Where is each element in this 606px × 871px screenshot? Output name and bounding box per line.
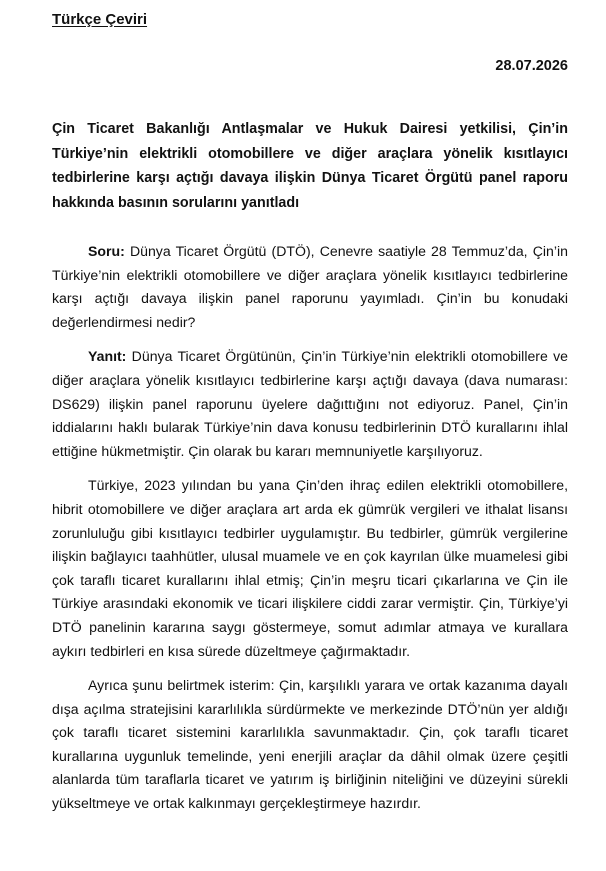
paragraph-china-position: Ayrıca şunu belirtmek isterim: Çin, karşılıklı yarara ve ortak kazanıma dayalı dışa açılma stratejisini kararlılıkla sürdürmekte ve merkezinde DTÖ’nün yer aldığı çok taraflı ticaret sistemini kararlılıkla savunmaktadır. Çin, çok taraflı ticaret kurallarına uygunluk temelinde, yeni enerjili araçlar da dâhil olmak üzere çeşitli alanlarda tüm taraflarla ticaret ve yatırım iş birliğinin niteliğini ve düzeyini sürekli yükseltmeye ve ortak kalkınmayı gerçekleştirmeye hazırdır. (52, 677, 568, 812)
document-body (52, 240, 568, 827)
translation-header: Türkçe Çeviri (52, 11, 148, 28)
question-paragraph (52, 240, 568, 334)
document-date: 28.07.2026 (495, 58, 568, 74)
paragraph-turkey-measures: Türkiye, 2023 yılından bu yana Çin’den ihraç edilen elektrikli otomobillere, hibrit otomobillere ve diğer araçlara art arda ek gümrük vergileri ve ithalat lisansı zorunluluğu gibi kısıtlayıcı tedbirler uygulamıştır. Bu tedbirler, gümrük vergilerine ilişkin bağlayıcı taahhütler, ulusal muamele ve en çok kayrılan ülke muamelesi gibi çok taraflı ticaret kurallarını ihlal etmiş; Çin’in meşru ticari çıkarlarına ve Çin ile Türkiye arasındaki ekonomik ve ticari ilişkilere ciddi zarar vermiştir. Çin, Türkiye’yi DTÖ panelinin kararına saygı göstermeye, somut adımlar atmaya ve kurallara aykırı tedbirleri en kısa sürede düzeltmeye çağırmaktadır. (52, 477, 568, 659)
question-text: Dünya Ticaret Örgütü (DTÖ), Cenevre saatiyle 28 Temmuz’da, Çin’in Türkiye’nin elektrikli otomobillere ve diğer araçlara yönelik kısıtlayıcı tedbirlerine karşı açtığı davaya ilişkin panel raporunu yayımladı. Çin’in bu konudaki değerlendirmesi nedir? (52, 243, 568, 330)
answer-text: Dünya Ticaret Örgütünün, Çin’in Türkiye’nin elektrikli otomobillere ve diğer araçlara yönelik kısıtlayıcı tedbirlerine karşı açtığı davaya (dava numarası: DS629) ilişkin panel raporunu üyelere dağıttığını not ediyoruz. Panel, Çin’in iddialarını haklı bularak Türkiye’nin dava konusu tedbirlerinin DTÖ kurallarını ihlal ettiğine hükmetmiştir. Çin olarak bu kararı memnuniyetle karşılıyoruz. (52, 348, 568, 459)
answer-label: Yanıt: (88, 348, 127, 365)
answer-paragraph (52, 345, 568, 463)
document-page (52, 0, 568, 871)
document-title: Çin Ticaret Bakanlığı Antlaşmalar ve Hukuk Dairesi yetkilisi, Çin’in Türkiye’nin elektrikli otomobillere ve diğer araçlara yönelik kısıtlayıcı tedbirlerine karşı açtığı davaya ilişkin Dünya Ticaret Örgütü panel raporu hakkında basının sorularını yanıtladı (52, 121, 568, 211)
question-label: Soru: (88, 243, 125, 259)
